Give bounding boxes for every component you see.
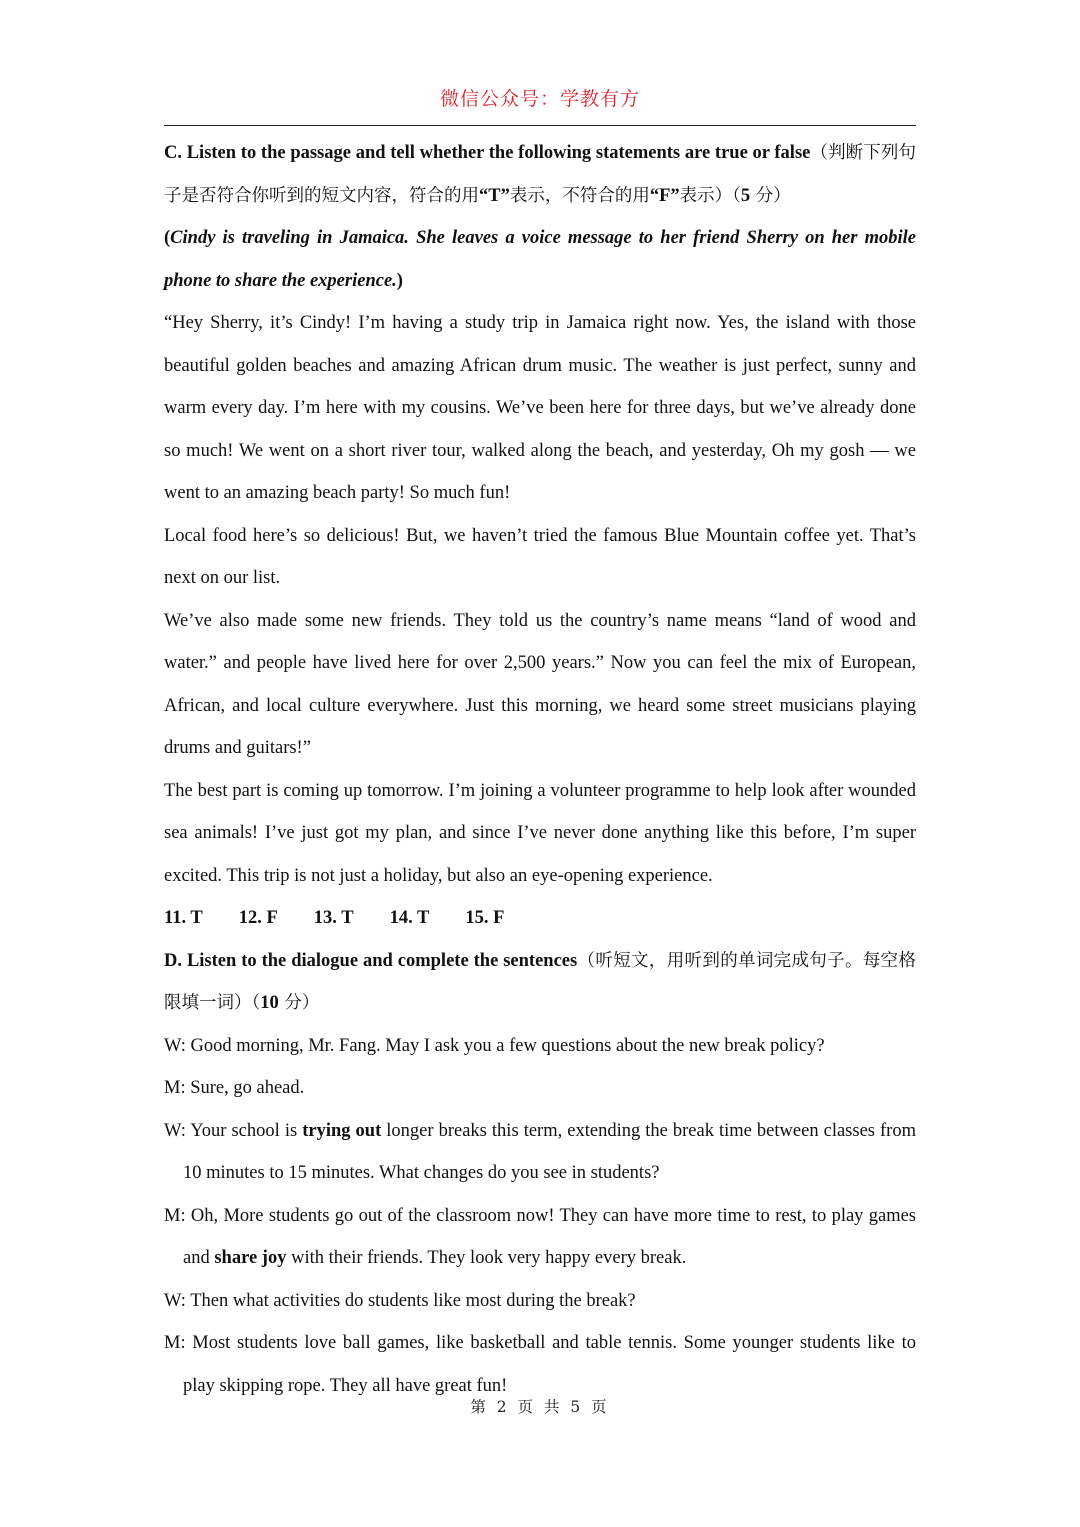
dialogue-line: M: Oh, More students go out of the classroom now! They can have more time to rest, to play games and share joy with their friends. They look very happy every break. xyxy=(164,1205,916,1268)
section-c-heading: C. Listen to the passage and tell whether the following statements are true or false（判断下列句子是否符合你听到的短文内容，符合的用“T”表示，不符合的用“F”表示）（5 分） xyxy=(164,143,916,206)
page-number: 第 2 页 共 5 页 xyxy=(470,1398,610,1416)
answer-share-joy: share joy xyxy=(214,1248,287,1268)
wechat-header: 微信公众号：学教有方 xyxy=(439,88,640,110)
header-divider xyxy=(164,125,916,126)
answer-key xyxy=(164,897,916,940)
passage-paragraph: The best part is coming up tomorrow. I’m joining a volunteer programme to help look after wounded sea animals! I’ve just got my plan, and since I’ve never done anything like this before, I’m super excited. This trip is not just a holiday, but also an eye-opening experience. xyxy=(164,780,916,886)
answer-item: 13. T xyxy=(313,908,354,928)
answer-item: 14. T xyxy=(389,908,430,928)
dialogue-line: M: Sure, go ahead. xyxy=(164,1078,305,1098)
passage-paragraph: “Hey Sherry, it’s Cindy! I’m having a study trip in Jamaica right now. Yes, the island with those beautiful golden beaches and amazing African drum music. The weather is just perfect, sunny and warm every day. I’m here with my cousins. We’ve been here for three days, but we’ve already done so much! We went on a short river tour, walked along the beach, and yesterday, Oh my gosh — we went to an amazing beach party! So much fun! xyxy=(164,313,916,503)
passage-paragraph: We’ve also made some new friends. They told us the country’s name means “land of wood and water.” and people have lived here for over 2,500 years.” Now you can feel the mix of European, African, and local culture everywhere. Just this morning, we heard some street musicians playing drums and guitars!” xyxy=(164,610,916,758)
section-c-heading-en: C. Listen to the passage and tell whether the following statements are true or false xyxy=(164,143,811,163)
answer-item: 12. F xyxy=(238,908,278,928)
page-content xyxy=(164,132,916,1407)
answer-item: 11. T xyxy=(164,908,203,928)
dialogue-line: M: Most students love ball games, like basketball and table tennis. Some younger students like to play skipping rope. They all have great fun! xyxy=(164,1333,916,1396)
dialogue-line: W: Then what activities do students like most during the break? xyxy=(164,1290,636,1311)
dialogue-line: W: Good morning, Mr. Fang. May I ask you a few questions about the new break policy? xyxy=(164,1035,825,1056)
passage-paragraph: Local food here’s so delicious! But, we haven’t tried the famous Blue Mountain coffee yet. That’s next on our list. xyxy=(164,525,916,588)
answer-trying-out: trying out xyxy=(302,1120,382,1141)
section-d-heading-en: D. Listen to the dialogue and complete the sentences xyxy=(164,950,578,971)
section-d-heading: D. Listen to the dialogue and complete the sentences（听短文，用听到的单词完成句子。每空格限填一词）（10 分） xyxy=(164,950,916,1013)
answer-item: 15. F xyxy=(465,908,505,928)
dialogue-line: W: Your school is trying out longer breaks this term, extending the break time between classes from 10 minutes to 15 minutes. What changes do you see in students? xyxy=(164,1120,916,1183)
section-c-intro: (Cindy is traveling in Jamaica. She leaves a voice message to her friend Sherry on her mobile phone to share the experience.) xyxy=(164,228,916,291)
